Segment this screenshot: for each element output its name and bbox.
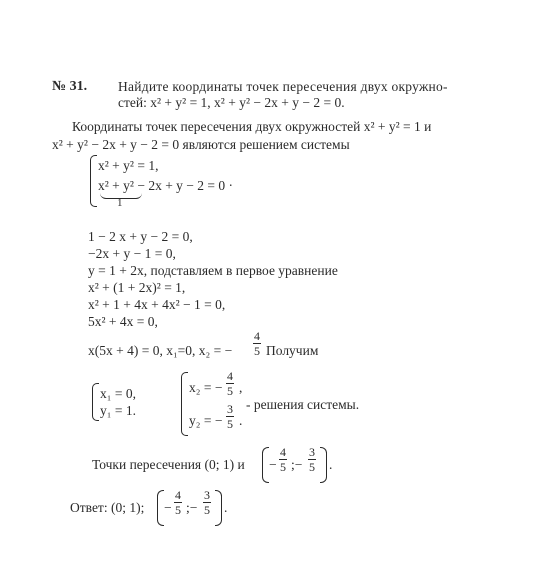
problem-text-line1: Найдите координаты точек пересечения двух окружно- bbox=[118, 79, 448, 94]
fraction-denominator: 5 bbox=[227, 417, 233, 431]
point-period: . bbox=[329, 457, 333, 472]
step-5: x² + 1 + 4x + 4x² − 1 = 0, bbox=[88, 297, 226, 312]
answer-separator: ;− bbox=[186, 500, 198, 515]
solution2-y-period: . bbox=[239, 413, 243, 428]
solution2-x-comma: , bbox=[239, 380, 243, 395]
point-x-fraction bbox=[279, 446, 287, 473]
fraction-numerator: 4 bbox=[175, 488, 181, 502]
solution1-x: x₁ = 0, bbox=[100, 386, 136, 401]
answer-y-fraction bbox=[203, 489, 211, 516]
left-paren bbox=[262, 447, 269, 483]
underbrace-value: 1 bbox=[117, 197, 123, 209]
step-2: −2x + y − 1 = 0, bbox=[88, 246, 176, 261]
point-minus: − bbox=[269, 457, 277, 472]
system-eq2: x² + y² − 2x + y − 2 = 0 · bbox=[98, 178, 234, 193]
solution2-x-fraction bbox=[226, 370, 234, 397]
fraction-numerator: 3 bbox=[204, 488, 210, 502]
answer-text: Ответ: (0; 1); bbox=[70, 500, 145, 515]
fraction-numerator: 4 bbox=[280, 445, 286, 459]
answer-x-fraction bbox=[174, 489, 182, 516]
step-7-tail: Получим bbox=[266, 343, 319, 358]
fraction-denominator: 5 bbox=[204, 503, 210, 517]
fraction-numerator: 4 bbox=[227, 369, 233, 383]
answer-period: . bbox=[224, 500, 228, 515]
fraction-numerator: 3 bbox=[309, 445, 315, 459]
step-7: x(5x + 4) = 0, x₁=0, x₂ = − bbox=[88, 343, 233, 358]
point-y-fraction bbox=[308, 446, 316, 473]
fraction-denominator: 5 bbox=[309, 460, 315, 474]
fraction-numerator: 3 bbox=[227, 402, 233, 416]
fraction-denominator: 5 bbox=[280, 460, 286, 474]
system-eq1: x² + y² = 1, bbox=[98, 158, 159, 173]
fraction-denominator: 5 bbox=[175, 503, 181, 517]
fraction-numerator: 4 bbox=[254, 329, 260, 343]
left-paren bbox=[157, 490, 164, 526]
answer-minus: − bbox=[164, 500, 172, 515]
intersection-points-text: Точки пересечения (0; 1) и bbox=[92, 457, 245, 472]
solution-intro-line2: x² + y² − 2x + y − 2 = 0 являются решением системы bbox=[52, 137, 350, 152]
point-separator: ;− bbox=[291, 457, 303, 472]
right-paren bbox=[215, 490, 222, 526]
fraction-4-5 bbox=[253, 330, 261, 357]
problem-number: № 31. bbox=[52, 79, 88, 94]
solution1-y: y₁ = 1. bbox=[100, 403, 136, 418]
problem-text-line2: стей: x² + y² = 1, x² + y² − 2x + y − 2 = 0. bbox=[118, 95, 345, 110]
fraction-denominator: 5 bbox=[227, 384, 233, 398]
solution2-x-lhs: x₂ = − bbox=[189, 380, 223, 395]
solution2-brace bbox=[181, 372, 188, 436]
right-paren bbox=[320, 447, 327, 483]
step-4: x² + (1 + 2x)² = 1, bbox=[88, 280, 186, 295]
solution2-y-fraction bbox=[226, 403, 234, 430]
fraction-denominator: 5 bbox=[254, 344, 260, 358]
step-1: 1 − 2 x + y − 2 = 0, bbox=[88, 229, 193, 244]
solution-intro-line1: Координаты точек пересечения двух окружностей x² + y² = 1 и bbox=[72, 119, 432, 134]
solution1-brace bbox=[92, 383, 99, 421]
step-6: 5x² + 4x = 0, bbox=[88, 314, 158, 329]
solution2-y-lhs: y₂ = − bbox=[189, 413, 223, 428]
solutions-label: - решения системы. bbox=[246, 397, 360, 412]
system-brace bbox=[90, 155, 97, 207]
step-3: y = 1 + 2x, подставляем в первое уравнение bbox=[88, 263, 338, 278]
